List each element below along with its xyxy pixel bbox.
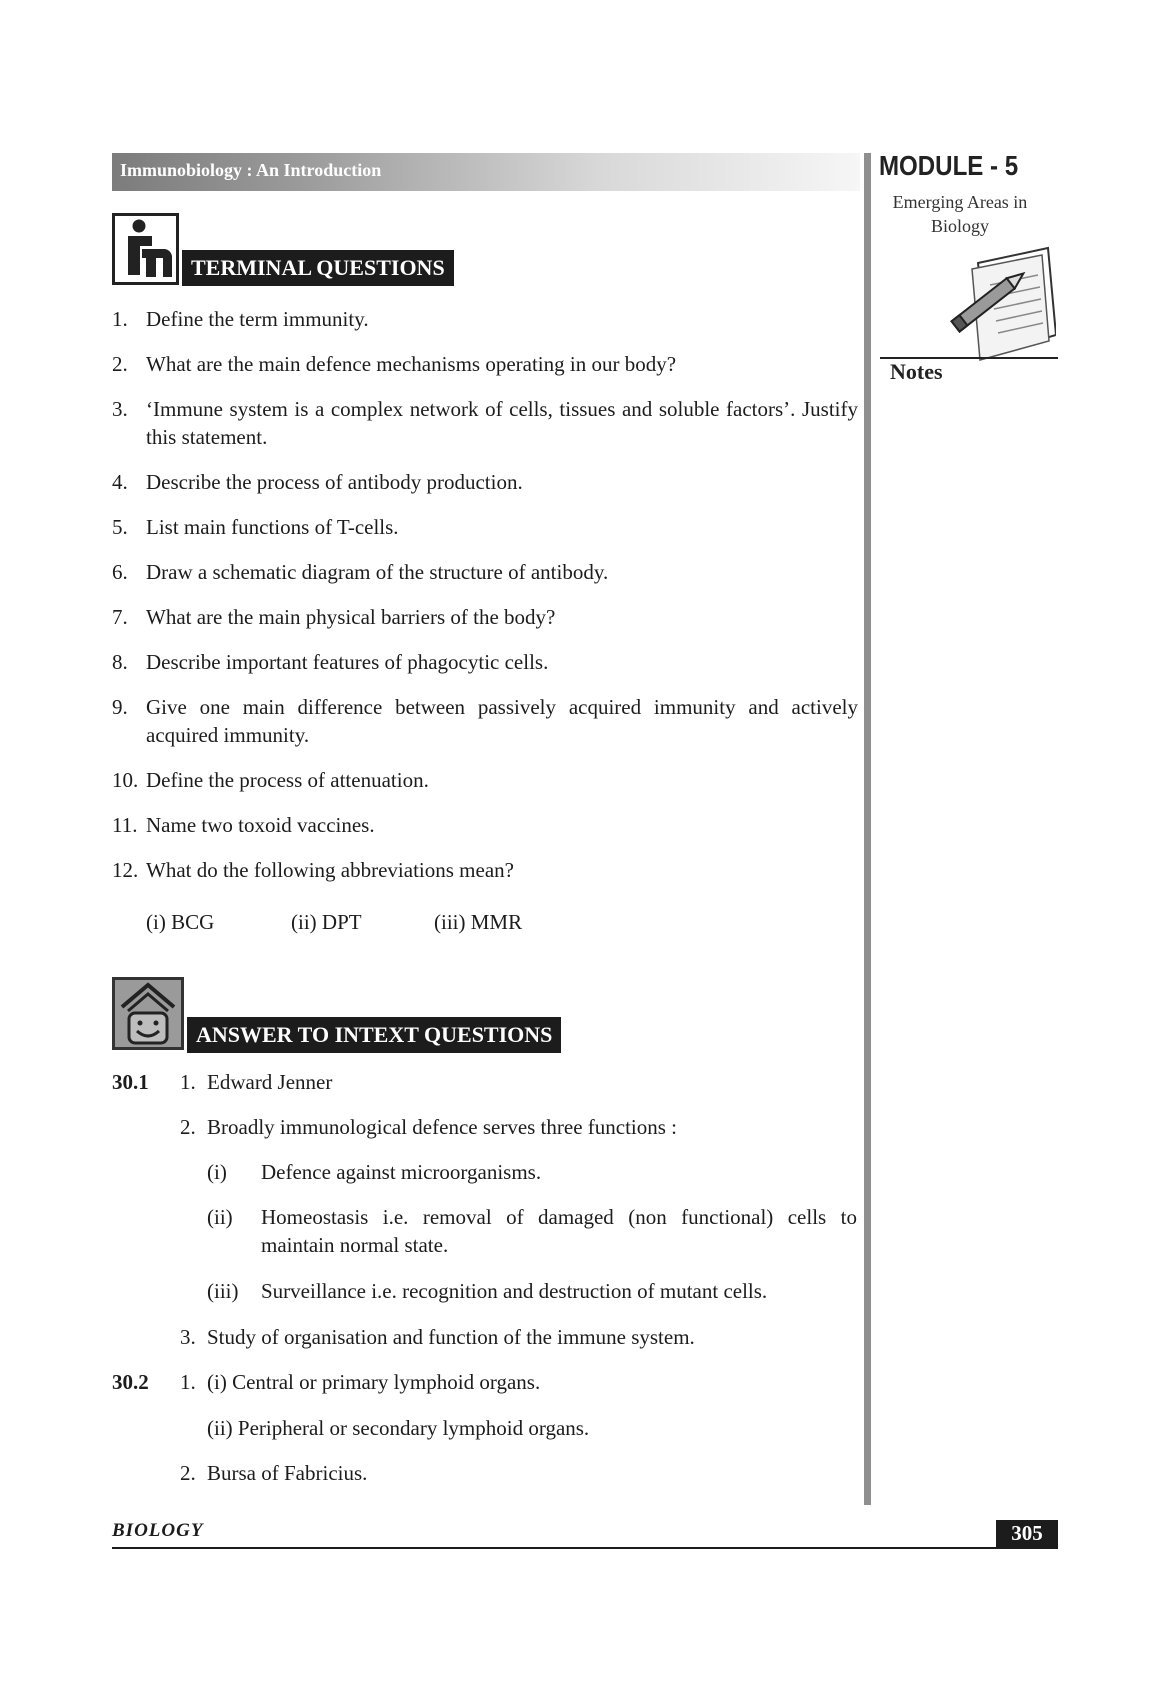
question-item: 9. Give one main difference between passively acquired immunity and actively acquired immunity. bbox=[112, 695, 858, 747]
question-item: 2. What are the main defence mechanisms operating in our body? bbox=[112, 352, 677, 376]
answer-subnumber: (ii) bbox=[207, 1205, 233, 1229]
answer-text: Broadly immunological defence serves three functions : bbox=[207, 1115, 678, 1139]
question-item: 12. What do the following abbreviations mean? bbox=[112, 858, 514, 882]
abbreviation-item: (ii) DPT bbox=[291, 910, 362, 934]
page-number: 305 bbox=[996, 1520, 1058, 1549]
answer-text: Surveillance i.e. recognition and destruction of mutant cells. bbox=[261, 1279, 768, 1303]
chapter-header-bar bbox=[112, 153, 860, 191]
terminal-question-list bbox=[112, 305, 858, 901]
answer-number: 1. bbox=[180, 1070, 196, 1094]
abbreviation-item: (i) BCG bbox=[146, 910, 215, 934]
answer-subnumber: (i) bbox=[207, 1160, 227, 1184]
answer-number: 1. bbox=[180, 1370, 196, 1394]
footer-rule bbox=[112, 1547, 1058, 1549]
answer-text: Homeostasis i.e. removal of damaged (non functional) cells to maintain normal state. bbox=[261, 1205, 857, 1257]
answer-text: (ii) Peripheral or secondary lymphoid organs. bbox=[207, 1416, 590, 1440]
question-item: 8. Describe important features of phagocytic cells. bbox=[112, 650, 549, 674]
question-item: 3. ‘Immune system is a complex network of cells, tissues and soluble factors’. Justify this statement. bbox=[112, 397, 858, 449]
answer-text: Bursa of Fabricius. bbox=[207, 1461, 368, 1485]
answer-text: Edward Jenner bbox=[207, 1070, 333, 1094]
question-item: 4. Describe the process of antibody production. bbox=[112, 470, 523, 494]
answer-number: 3. bbox=[180, 1325, 196, 1349]
margin-divider bbox=[864, 153, 871, 1505]
answer-text: Defence against microorganisms. bbox=[261, 1160, 542, 1184]
answer-section-label: 30.1 bbox=[112, 1070, 149, 1094]
answer-section-label: 30.2 bbox=[112, 1370, 149, 1394]
answer-number: 2. bbox=[180, 1461, 196, 1485]
answer-number: 2. bbox=[180, 1115, 196, 1139]
answers-title: ANSWER TO INTEXT QUESTIONS bbox=[187, 1017, 561, 1053]
question-item: 1. Define the term immunity. bbox=[112, 307, 369, 331]
module-title: MODULE - 5 bbox=[879, 150, 1019, 181]
house-face-icon bbox=[112, 977, 184, 1050]
module-subtitle bbox=[880, 190, 1040, 238]
footer-subject: BIOLOGY bbox=[112, 1520, 204, 1541]
chapter-title: Immunobiology : An Introduction bbox=[120, 160, 382, 180]
question-item: 5. List main functions of T-cells. bbox=[112, 515, 399, 539]
question-item: 7. What are the main physical barriers of the body? bbox=[112, 605, 556, 629]
notes-label: Notes bbox=[890, 359, 943, 384]
answer-text: (i) Central or primary lymphoid organs. bbox=[207, 1370, 541, 1394]
answer-text: Study of organisation and function of the immune system. bbox=[207, 1325, 695, 1349]
terminal-questions-title: TERMINAL QUESTIONS bbox=[182, 250, 454, 286]
module-subtitle-line1: Emerging Areas in bbox=[892, 192, 1028, 212]
question-item: 11. Name two toxoid vaccines. bbox=[112, 813, 375, 837]
question-item: 10. Define the process of attenuation. bbox=[112, 768, 429, 792]
module-subtitle-line2: Biology bbox=[930, 216, 989, 236]
question-item: 6. Draw a schematic diagram of the structure of antibody. bbox=[112, 560, 609, 584]
notepad-pencil-icon bbox=[948, 243, 1056, 363]
answer-subnumber: (iii) bbox=[207, 1279, 239, 1303]
abbreviation-item: (iii) MMR bbox=[434, 910, 523, 934]
student-desk-icon bbox=[112, 213, 179, 285]
